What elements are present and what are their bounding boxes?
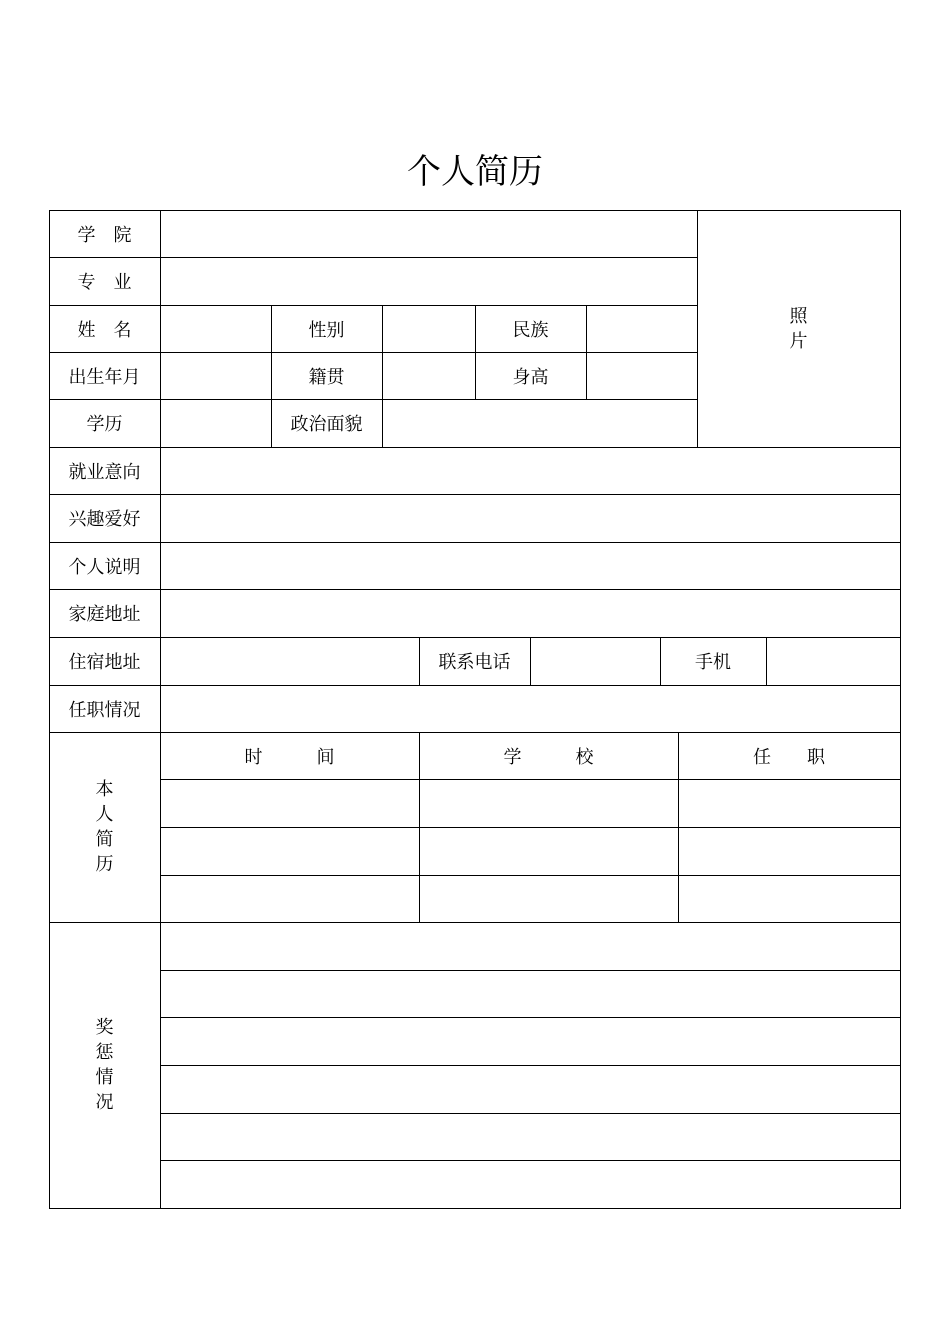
awards-row[interactable] bbox=[161, 1066, 900, 1113]
label-positions: 任职情况 bbox=[68, 699, 141, 721]
resume-row-position[interactable] bbox=[679, 876, 900, 922]
resume-row-time[interactable] bbox=[161, 828, 419, 875]
personal-statement-field[interactable] bbox=[161, 543, 900, 589]
resume-form-table bbox=[49, 210, 901, 1209]
resume-header-time: 时 间 bbox=[244, 746, 335, 768]
native-place-field[interactable] bbox=[383, 353, 475, 399]
college-field[interactable] bbox=[161, 211, 697, 257]
resume-row-time[interactable] bbox=[161, 876, 419, 922]
contact-phone-field[interactable] bbox=[531, 638, 660, 685]
gender-field[interactable] bbox=[383, 306, 475, 352]
label-major: 专 业 bbox=[77, 272, 132, 293]
page-title: 个人简历 bbox=[407, 152, 543, 192]
border-right bbox=[900, 210, 901, 1209]
dorm-address-field[interactable] bbox=[161, 638, 419, 685]
awards-row[interactable] bbox=[161, 971, 900, 1017]
label-home-address: 家庭地址 bbox=[68, 604, 141, 625]
label-resume-section: 本 人 简 历 bbox=[95, 779, 114, 875]
label-gender: 性别 bbox=[308, 319, 345, 341]
label-college: 学 院 bbox=[77, 224, 132, 246]
label-hobbies: 兴趣爱好 bbox=[68, 509, 141, 530]
resume-row-school[interactable] bbox=[420, 828, 678, 875]
birth-field[interactable] bbox=[161, 353, 271, 399]
label-dorm-address: 住宿地址 bbox=[68, 652, 141, 673]
job-intention-field[interactable] bbox=[161, 448, 900, 494]
label-height: 身高 bbox=[512, 366, 549, 388]
label-awards-section: 奖 惩 情 况 bbox=[95, 1017, 114, 1113]
resume-row-position[interactable] bbox=[679, 780, 900, 827]
ethnicity-field[interactable] bbox=[587, 306, 697, 352]
height-field[interactable] bbox=[587, 353, 697, 399]
resume-row-school[interactable] bbox=[420, 876, 678, 922]
awards-row[interactable] bbox=[161, 1114, 900, 1160]
positions-field[interactable] bbox=[161, 686, 900, 732]
label-personal-statement: 个人说明 bbox=[68, 556, 141, 578]
resume-row-school[interactable] bbox=[420, 780, 678, 827]
awards-row[interactable] bbox=[161, 1018, 900, 1065]
name-field[interactable] bbox=[161, 306, 271, 352]
home-address-field[interactable] bbox=[161, 590, 900, 637]
label-birth: 出生年月 bbox=[68, 366, 141, 388]
label-job-intention: 就业意向 bbox=[68, 461, 141, 483]
label-contact-phone: 联系电话 bbox=[438, 652, 511, 673]
label-education: 学历 bbox=[86, 414, 123, 435]
mobile-field[interactable] bbox=[767, 638, 900, 685]
resume-row-position[interactable] bbox=[679, 828, 900, 875]
education-field[interactable] bbox=[161, 400, 271, 447]
label-mobile: 手机 bbox=[695, 652, 731, 673]
label-name: 姓 名 bbox=[77, 319, 132, 341]
photo-placeholder[interactable]: 照 片 bbox=[789, 305, 808, 352]
label-political-status: 政治面貌 bbox=[290, 414, 363, 435]
resume-header-school: 学 校 bbox=[503, 746, 594, 768]
awards-row[interactable] bbox=[161, 923, 900, 970]
border-bottom bbox=[49, 1208, 901, 1209]
resume-row-time[interactable] bbox=[161, 780, 419, 827]
political-status-field[interactable] bbox=[383, 400, 697, 447]
hobbies-field[interactable] bbox=[161, 495, 900, 542]
major-field[interactable] bbox=[161, 258, 697, 305]
awards-row[interactable] bbox=[161, 1161, 900, 1208]
label-ethnicity: 民族 bbox=[512, 319, 549, 341]
resume-header-position: 任 职 bbox=[753, 746, 825, 768]
label-native-place: 籍贯 bbox=[308, 366, 345, 388]
